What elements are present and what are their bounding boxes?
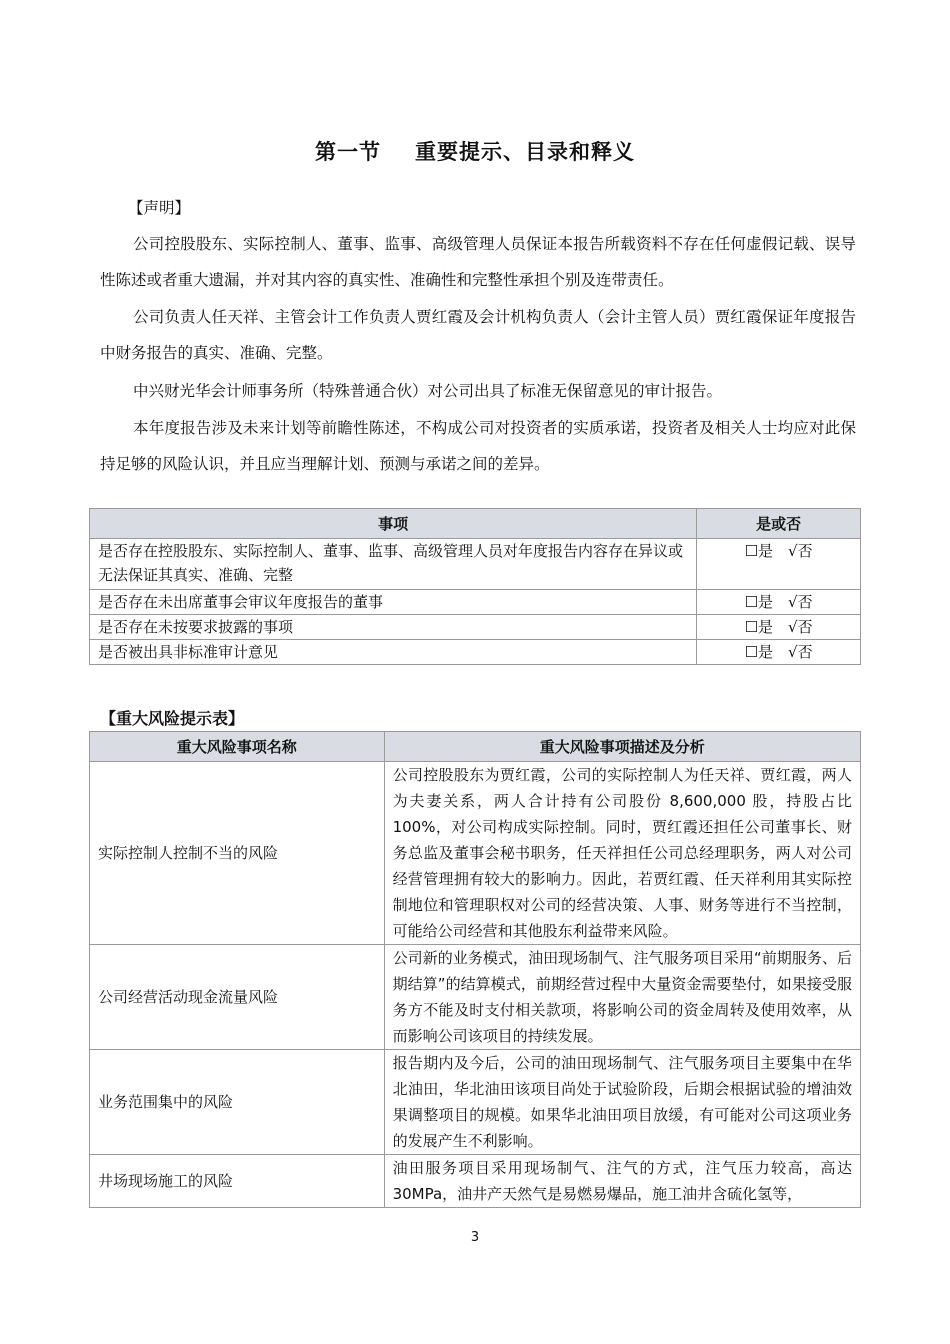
paragraph-2: 公司负责人任天祥、主管会计工作负责人贾红霞及会计机构负责人（会计主管人员）贾红霞保证年度报告中财务报告的真实、准确、完整。 <box>100 308 856 362</box>
yes-no-value: ☐是 √否 <box>697 615 861 640</box>
item-text: 是否存在控股股东、实际控制人、董事、监事、高级管理人员对年度报告内容存在异议或无法保证其真实、准确、完整 <box>90 539 697 590</box>
paragraph-1: 公司控股股东、实际控制人、董事、监事、高级管理人员保证本报告所载资料不存在任何虚假记载、误导性陈述或者重大遗漏，并对其内容的真实性、准确性和完整性承担个别及连带责任。 <box>100 235 856 289</box>
table-row <box>90 539 861 590</box>
item-text: 是否被出具非标准审计意见 <box>90 640 697 665</box>
table-row <box>90 945 861 1050</box>
title-section-number: 第一节 <box>315 140 381 164</box>
risk-name: 井场现场施工的风险 <box>90 1155 385 1208</box>
risk-table-header <box>90 732 861 762</box>
items-table <box>89 508 861 665</box>
item-text: 是否存在未按要求披露的事项 <box>90 615 697 640</box>
risk-description: 公司控股股东为贾红霞，公司的实际控制人为任天祥、贾红霞，两人为夫妻关系，两人合计持有公司股份 8,600,000 股，持股占比 100%，对公司构成实际控制。同时，贾红霞还担任公司董事长、财务总监及董事会秘书职务，任天祥担任公司总经理职务，两人对公司经营管理拥有较大的影响力。因此，若贾红霞、任天祥利用其实际控制地位和管理职权对公司的经营决策、人事、财务等进行不当控制，可能给公司经营和其他股东利益带来风险。 <box>384 762 860 945</box>
risk-description: 报告期内及今后，公司的油田现场制气、注气服务项目主要集中在华北油田，华北油田该项目尚处于试验阶段，后期会根据试验的增油效果调整项目的规模。如果华北油田项目放缓，有可能对公司这项业务的发展产生不利影响。 <box>384 1050 860 1155</box>
header-risk-name: 重大风险事项名称 <box>90 732 385 762</box>
paragraph-3: 中兴财光华会计师事务所（特殊普通合伙）对公司出具了标准无保留意见的审计报告。 <box>133 382 723 400</box>
table-row <box>90 615 861 640</box>
yes-no-value: ☐是 √否 <box>697 539 861 590</box>
paragraph-4: 本年度报告涉及未来计划等前瞻性陈述，不构成公司对投资者的实质承诺，投资者及相关人士均应对此保持足够的风险认识，并且应当理解计划、预测与承诺之间的差异。 <box>100 419 856 473</box>
items-table-header <box>90 509 861 539</box>
yes-no-value: ☐是 √否 <box>697 590 861 615</box>
table-row <box>90 1050 861 1155</box>
table-row <box>90 640 861 665</box>
risk-description: 公司新的业务模式，油田现场制气、注气服务项目采用“前期服务、后期结算”的结算模式，前期经营过程中大量资金需要垫付，如果接受服务方不能及时支付相关款项，将影响公司的资金周转及使用效率，从而影响公司该项目的持续发展。 <box>384 945 860 1050</box>
page-number: 3 <box>470 1230 480 1245</box>
risk-table-heading: 【重大风险提示表】 <box>100 709 245 728</box>
risk-name: 业务范围集中的风险 <box>90 1050 385 1155</box>
risk-name: 实际控制人控制不当的风险 <box>90 762 385 945</box>
page-title <box>0 136 950 166</box>
yes-no-value: ☐是 √否 <box>697 640 861 665</box>
table-row <box>90 1155 861 1208</box>
item-text: 是否存在未出席董事会审议年度报告的董事 <box>90 590 697 615</box>
title-section-name: 重要提示、目录和释义 <box>415 140 635 164</box>
table-row <box>90 590 861 615</box>
table-row <box>90 762 861 945</box>
declaration-heading: 【声明】 <box>128 199 191 217</box>
header-item: 事项 <box>90 509 697 539</box>
header-yes-no: 是或否 <box>697 509 861 539</box>
header-risk-desc: 重大风险事项描述及分析 <box>384 732 860 762</box>
risk-table <box>89 731 861 1208</box>
risk-name: 公司经营活动现金流量风险 <box>90 945 385 1050</box>
risk-description: 油田服务项目采用现场制气、注气的方式，注气压力较高，高达 30MPa，油井产天然气是易燃易爆品，施工油井含硫化氢等， <box>384 1155 860 1208</box>
